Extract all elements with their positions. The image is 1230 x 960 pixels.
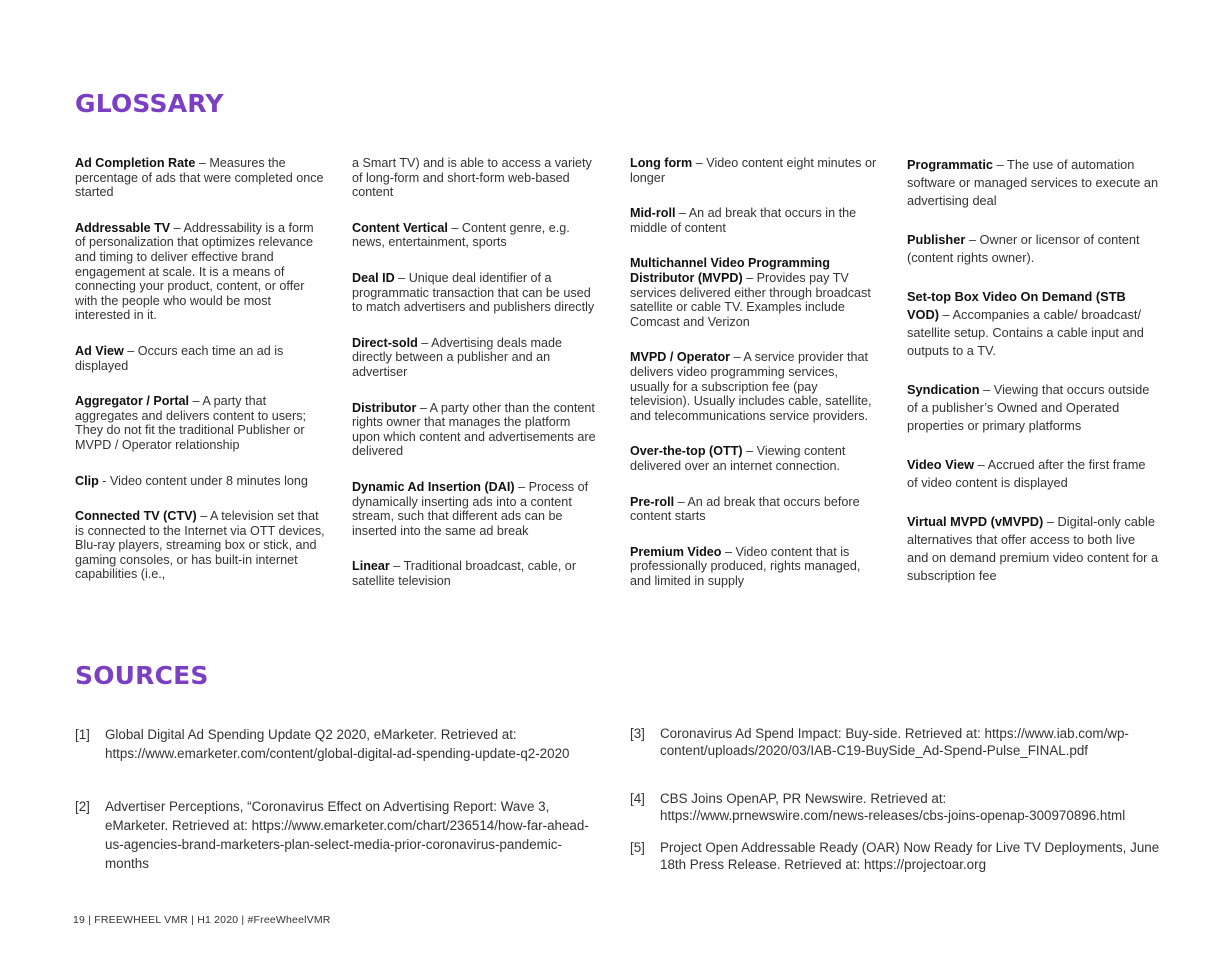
glossary-term: Video View [907, 457, 975, 472]
glossary-term: Linear [352, 559, 390, 574]
glossary-entry [75, 474, 327, 489]
glossary-column-1 [75, 156, 327, 603]
glossary-term: Publisher [907, 232, 966, 247]
glossary-definition: – A service provider that delivers video programming services, usually for a subscription fee (pay television). Usually includes cable, satellite, and telecommunications service providers. [630, 350, 872, 423]
glossary-term: Syndication [907, 382, 980, 397]
glossary-entry [630, 444, 880, 473]
source-item [630, 725, 1150, 759]
glossary-entry [75, 509, 327, 582]
glossary-term: Over-the-top (OTT) [630, 444, 743, 459]
source-item [75, 797, 595, 873]
glossary-continuation: a Smart TV) and is able to access a variety of long-form and short-form web-based content [352, 156, 592, 200]
glossary-term: Virtual MVPD (vMVPD) [907, 514, 1044, 529]
source-number: [3] [630, 726, 645, 741]
glossary-term: Addressable TV [75, 220, 171, 235]
glossary-entry [907, 156, 1159, 210]
source-number: [5] [630, 840, 645, 855]
glossary-definition: – Accompanies a cable/ broadcast/ satellite setup. Contains a cable input and outputs to a TV. [907, 307, 1144, 358]
glossary-definition: – Owner or licensor of content (content rights owner). [907, 232, 1140, 265]
glossary-entry [352, 401, 598, 459]
source-text: Global Digital Ad Spending Update Q2 2020, eMarketer. Retrieved at: https://www.emarketer.com/content/global-digital-ad-spending-update-q2-2020 [105, 727, 570, 761]
sources-heading: SOURCES [75, 661, 209, 690]
glossary-term: Long form [630, 156, 693, 170]
glossary-definition: – Video content that is professionally produced, rights managed, and limited in supply [630, 544, 861, 588]
glossary-entry [352, 480, 598, 538]
glossary-term: Premium Video [630, 544, 722, 559]
glossary-definition: - Video content under 8 minutes long [98, 473, 308, 488]
glossary-term: Programmatic [907, 157, 994, 172]
source-number: [4] [630, 791, 645, 806]
glossary-term: Aggregator / Portal [75, 394, 190, 409]
glossary-entry [352, 559, 598, 588]
glossary-definition: – A party other than the content rights owner that manages the platform upon which content and advertisements are delivered [352, 400, 596, 459]
glossary-entry [75, 344, 327, 373]
glossary-term: MVPD / Operator [630, 350, 731, 365]
glossary-heading: GLOSSARY [75, 89, 224, 118]
glossary-term: Pre-roll [630, 494, 675, 509]
glossary-term: Clip [75, 473, 99, 488]
glossary-term: Connected TV (CTV) [75, 509, 197, 524]
glossary-entry [630, 545, 880, 589]
glossary-term: Direct-sold [352, 335, 418, 350]
glossary-definition: – Advertising deals made directly between a publisher and an advertiser [352, 335, 562, 379]
source-text: Advertiser Perceptions, “Coronavirus Effect on Advertising Report: Wave 3, eMarketer. Retrieved at: https://www.emarketer.com/chart/236514/how-far-ahead-us-agencies-brand-marketers-plan-select-media-prior-coronavirus-pandemic-months [105, 799, 589, 871]
source-text: CBS Joins OpenAP, PR Newswire. Retrieved at: https://www.prnewswire.com/news-releases/cbs-joins-openap-300970896.html [660, 791, 1126, 823]
glossary-definition: – Viewing that occurs outside of a publisher’s Owned and Operated properties or primary platforms [907, 382, 1150, 433]
glossary-entry [907, 456, 1159, 492]
glossary-term: Set-top Box Video On Demand (STB VOD) [907, 289, 1126, 322]
glossary-entry [352, 336, 598, 380]
glossary-entry [907, 381, 1159, 435]
glossary-entry [907, 231, 1159, 267]
glossary-entry [630, 206, 880, 235]
glossary-definition: – A party that aggregates and delivers content to users; They do not fit the traditional Publisher or MVPD / Operator relationship [75, 394, 307, 452]
source-item [630, 790, 1150, 824]
source-number: [2] [75, 799, 90, 814]
glossary-entry [630, 256, 880, 329]
glossary-definition: – Provides pay TV services delivered either through broadcast satellite or cable TV. Examples include Comcast and Verizon [630, 270, 871, 329]
glossary-definition: – Process of dynamically inserting ads into a content stream, such that different ads can be inserted into the same ad break [352, 479, 589, 538]
glossary-column-2 [352, 156, 598, 609]
glossary-definition: – Video content eight minutes or longer [630, 156, 877, 185]
source-text: Coronavirus Ad Spend Impact: Buy-side. Retrieved at: https://www.iab.com/wp-content/uploads/2020/03/IAB-C19-BuySide_Ad-Spend-Pulse_FINAL.pdf [660, 726, 1129, 758]
glossary-term: Ad View [75, 343, 124, 358]
glossary-definition: – Digital-only cable alternatives that offer access to both live and on demand premium video content for a subscription fee [907, 514, 1159, 583]
glossary-definition: – The use of automation software or managed services to execute an advertising deal [907, 157, 1159, 208]
glossary-definition: – Occurs each time an ad is displayed [75, 343, 284, 373]
source-item [75, 725, 595, 763]
glossary-column-3 [630, 156, 880, 609]
glossary-term: Ad Completion Rate [75, 156, 196, 170]
glossary-term: Content Vertical [352, 220, 448, 235]
glossary-entry [630, 350, 880, 423]
source-number: [1] [75, 727, 90, 742]
glossary-term: Distributor [352, 400, 417, 415]
glossary-entry [630, 495, 880, 524]
glossary-definition: – Accrued after the first frame of video content is displayed [907, 457, 1146, 490]
glossary-entry [75, 394, 327, 452]
source-item [630, 839, 1160, 873]
glossary-definition: – Viewing content delivered over an internet connection. [630, 444, 846, 473]
glossary-term: Mid-roll [630, 206, 676, 221]
glossary-definition: – An ad break that occurs before content starts [630, 494, 860, 524]
glossary-entry [630, 156, 880, 185]
glossary-term: Dynamic Ad Insertion (DAI) [352, 479, 515, 494]
glossary-definition: – Traditional broadcast, cable, or satellite television [352, 559, 577, 588]
glossary-definition: – Unique deal identifier of a programmatic transaction that can be used to match advertisers and publishers directly [352, 270, 595, 315]
glossary-entry [907, 513, 1159, 585]
glossary-definition: – Addressability is a form of personalization that optimizes relevance and timing to deliver effective brand engagement at scale. It is a means of connecting your product, content, or offer with the people who would be most interested in it. [75, 220, 314, 323]
glossary-entry [352, 271, 598, 315]
glossary-column-4 [907, 156, 1159, 606]
glossary-entry [352, 221, 598, 250]
glossary-definition: – Measures the percentage of ads that were completed once started [75, 156, 324, 200]
glossary-definition: – An ad break that occurs in the middle of content [630, 206, 857, 235]
page-footer: 19 | FREEWHEEL VMR | H1 2020 | #FreeWheelVMR [73, 914, 331, 926]
glossary-term: Deal ID [352, 270, 395, 285]
glossary-definition: – A television set that is connected to the Internet via OTT devices, Blu-ray players, streaming box or stick, and gaming consoles, or has built-in internet capabilities (i.e., [75, 509, 325, 582]
glossary-term: Multichannel Video Programming Distributor (MVPD) [630, 256, 830, 285]
glossary-definition: – Content genre, e.g. news, entertainment, sports [352, 220, 570, 250]
source-text: Project Open Addressable Ready (OAR) Now Ready for Live TV Deployments, June 18th Press Release. Retrieved at: https://projectoar.org [660, 840, 1160, 872]
glossary-entry [907, 288, 1159, 360]
glossary-entry [75, 221, 327, 323]
glossary-entry [75, 156, 327, 200]
